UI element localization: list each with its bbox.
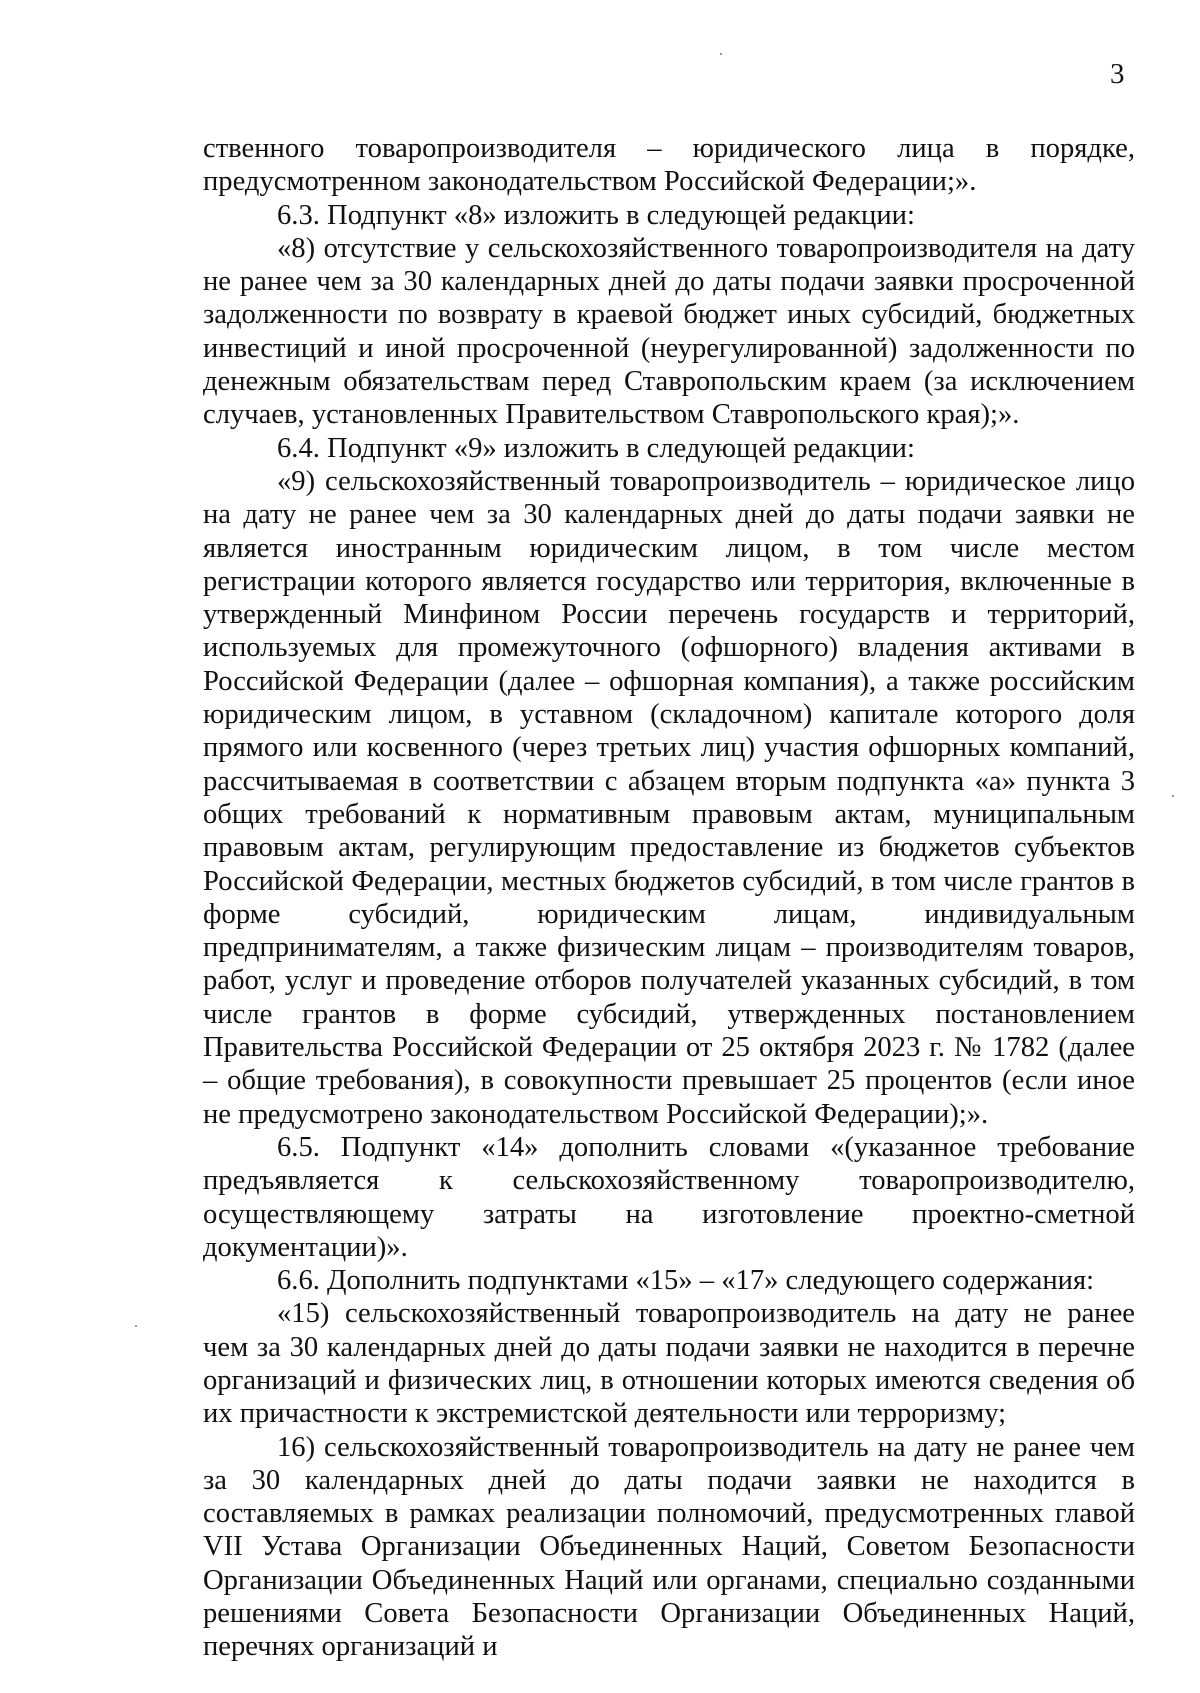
page-number: 3 (1110, 58, 1125, 90)
paragraph: «9) сельскохозяйственный товаропроизводитель – юридическое лицо на дату не ранее чем за 30 календарных дней до даты подачи заявки не является иностранным юридическим лицом, в том числе местом регистрации которого является государство или территория, включенные в утвержденный Минфином России перечень государств и территорий, используемых для промежуточного (офшорного) владения активами в Российской Федерации (далее – офшорная компания), а также российским юридическим лицом, в уставном (складочном) капитале которого доля прямого или косвенного (через третьих лиц) участия офшорных компаний, рассчитываемая в соответствии с абзацем вторым подпункта «а» пункта 3 общих требований к нормативным правовым актам, муниципальным правовым актам, регулирующим предоставление из бюджетов субъектов Российской Федерации, местных бюджетов субсидий, в том числе грантов в форме субсидий, юридическим лицам, индивидуальным предпринимателям, а также физическим лицам – производителям товаров, работ, услуг и проведение отборов получателей указанных субсидий, в том числе грантов в форме субсидий, утвержденных постановлением Правительства Российской Федерации от 25 октября 2023 г. № 1782 (далее – общие требования), в совокупности превышает 25 процентов (если иное не предусмотрено законодательством Российской Федерации);». (203, 465, 1135, 1130)
scan-speck (135, 1325, 137, 1327)
scan-speck (720, 53, 722, 55)
paragraph-heading: 6.4. Подпункт «9» изложить в следующей редакции: (277, 432, 915, 464)
paragraph: 6.5. Подпункт «14» дополнить словами «(указанное требование предъявляется к сельскохозяйственному товаропроизводителю, осуществляющему затраты на изготовление проектно-сметной документации)». (203, 1131, 1135, 1263)
paragraph: 16) сельскохозяйственный товаропроизводитель на дату не ранее чем за 30 календарных дней до даты подачи заявки не находится в составляемых в рамках реализации полномочий, предусмотренных главой VII Устава Организации Объединенных Наций, Советом Безопасности Организации Объединенных Наций или органами, специально созданными решениями Совета Безопасности Организации Объединенных Наций, перечнях организаций и (203, 1431, 1135, 1663)
paragraph: «8) отсутствие у сельскохозяйственного товаропроизводителя на дату не ранее чем за 30 календарных дней до даты подачи заявки просроченной задолженности по возврату в краевой бюджет иных субсидий, бюджетных инвестиций и иной просроченной (неурегулированной) задолженности по денежным обязательствам перед Ставропольским краем (за исключением случаев, установленных Правительством Ставропольского края);». (203, 232, 1135, 431)
paragraph-heading: 6.3. Подпункт «8» изложить в следующей редакции: (277, 199, 915, 231)
paragraph: «15) сельскохозяйственный товаропроизводитель на дату не ранее чем за 30 календарных дней до даты подачи заявки не находится в перечне организаций и физических лиц, в отношении которых имеются сведения об их причастности к экстремистской деятельности или терроризму; (203, 1298, 1135, 1430)
paragraph: ственного товаропроизводителя – юридического лица в порядке, предусмотренном законодательством Российской Федерации;». (203, 133, 1135, 198)
scan-speck (1172, 795, 1174, 797)
paragraph-heading: 6.6. Дополнить подпунктами «15» – «17» следующего содержания: (277, 1265, 1095, 1297)
document-body (203, 132, 1135, 1664)
